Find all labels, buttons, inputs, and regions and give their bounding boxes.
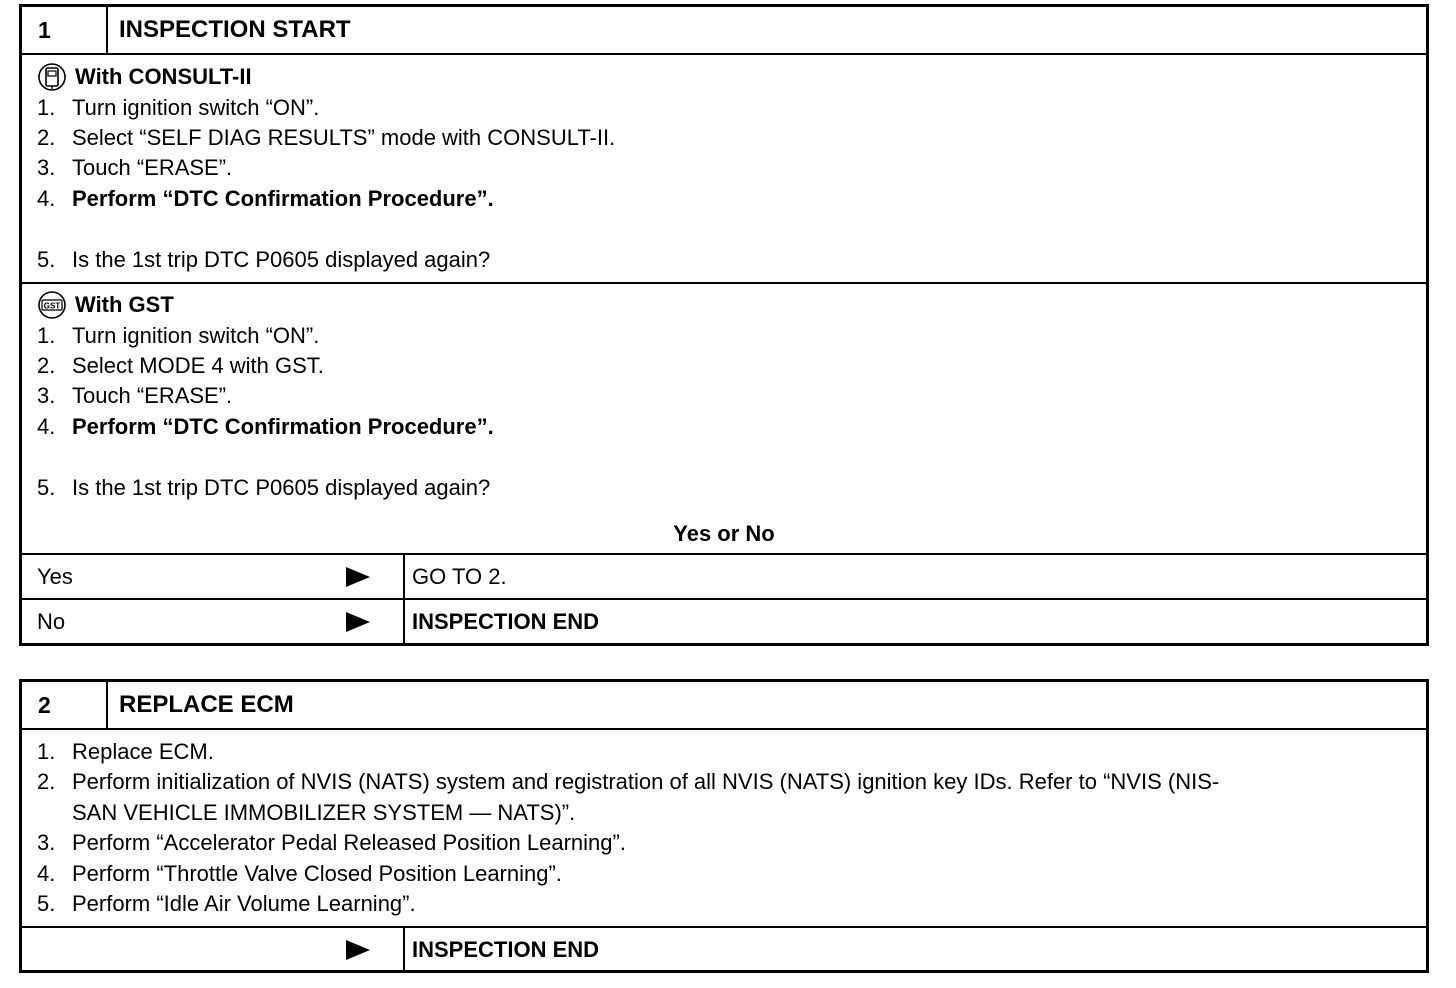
outcome-result: INSPECTION END [412, 937, 600, 962]
outcome-label: Yes [37, 564, 73, 589]
outcome-row [22, 926, 1426, 971]
gst-heading-text: With GST [75, 292, 174, 317]
gst-tool-icon [37, 290, 67, 320]
outcome-label: No [37, 609, 66, 634]
step-text: Perform initialization of NVIS (NATS) system and registration of all NVIS (NATS) ignition key IDs. Refer to “NVIS (NIS- [72, 769, 1220, 794]
step-number: 4. [37, 861, 56, 886]
arrow-right-icon [346, 940, 370, 960]
svg-text:GST: GST [43, 301, 61, 311]
arrow-right-icon [346, 567, 370, 587]
step-number: 1. [37, 95, 56, 120]
outcome-result: GO TO 2. [412, 564, 507, 589]
step-text: Turn ignition switch “ON”. [72, 323, 320, 348]
step-2-table [19, 679, 1429, 973]
step-number: 1. [37, 739, 56, 764]
gst-step-4 [37, 412, 494, 442]
consult-step-1 [37, 93, 319, 123]
step-number: 2. [37, 125, 56, 150]
consult-step-4 [37, 184, 494, 214]
replace-step-5 [37, 889, 416, 919]
step-text: Turn ignition switch “ON”. [72, 95, 320, 120]
step-text: Select “SELF DIAG RESULTS” mode with CONSULT-II. [72, 125, 616, 150]
yes-or-no-question: Yes or No [673, 521, 775, 546]
consult-section [22, 53, 1426, 284]
column-divider [403, 555, 405, 598]
consult-step-2 [37, 123, 615, 153]
step-1-title: INSPECTION START [119, 16, 351, 43]
step-number: 3. [37, 830, 56, 855]
step-text: Replace ECM. [72, 739, 214, 764]
step-number: 5. [37, 247, 56, 272]
step-1-table [19, 4, 1429, 646]
step-1-number: 1 [22, 7, 108, 53]
gst-step-2 [37, 351, 324, 381]
consult-step-5 [37, 245, 490, 275]
consult-tool-icon [37, 62, 67, 92]
step-1-header [22, 7, 1426, 55]
gst-heading [37, 290, 174, 320]
step-number: 1. [37, 323, 56, 348]
gst-step-5 [37, 473, 490, 503]
outcome-yes-row [22, 553, 1426, 598]
outcome-no-row [22, 598, 1426, 643]
step-number: 3. [37, 155, 56, 180]
step-text: Is the 1st trip DTC P0605 displayed again? [72, 247, 491, 272]
replace-step-3 [37, 828, 626, 858]
column-divider [403, 600, 405, 643]
step-text: Perform “Accelerator Pedal Released Position Learning”. [72, 830, 626, 855]
replace-ecm-section [22, 728, 1426, 926]
step-number: 5. [37, 891, 56, 916]
replace-step-1 [37, 737, 214, 767]
step-text: Touch “ERASE”. [72, 383, 233, 408]
step-number: 5. [37, 475, 56, 500]
step-text: Perform “DTC Confirmation Procedure”. [72, 414, 494, 439]
column-divider [403, 928, 405, 971]
step-number: 4. [37, 186, 56, 211]
consult-step-3 [37, 153, 232, 183]
step-number: 2. [37, 353, 56, 378]
gst-section [22, 284, 1426, 553]
gst-step-1 [37, 321, 319, 351]
gst-step-3 [37, 381, 232, 411]
step-text: Select MODE 4 with GST. [72, 353, 324, 378]
step-number: 2. [37, 769, 56, 794]
step-number: 4. [37, 414, 56, 439]
arrow-right-icon [346, 612, 370, 632]
consult-heading [37, 62, 252, 92]
replace-step-2 [37, 767, 1219, 797]
step-text: Touch “ERASE”. [72, 155, 233, 180]
step-text: Perform “DTC Confirmation Procedure”. [72, 186, 494, 211]
step-text: Is the 1st trip DTC P0605 displayed again? [72, 475, 491, 500]
consult-heading-text: With CONSULT-II [75, 64, 252, 89]
replace-step-4 [37, 859, 562, 889]
step-text: Perform “Idle Air Volume Learning”. [72, 891, 416, 916]
step-2-header [22, 682, 1426, 730]
step-number: 3. [37, 383, 56, 408]
outcome-result: INSPECTION END [412, 609, 600, 634]
replace-step-2-continued: SAN VEHICLE IMMOBILIZER SYSTEM — NATS)”. [72, 800, 576, 825]
step-2-title: REPLACE ECM [119, 691, 294, 718]
step-text: Perform “Throttle Valve Closed Position Learning”. [72, 861, 562, 886]
step-2-number: 2 [22, 682, 108, 728]
